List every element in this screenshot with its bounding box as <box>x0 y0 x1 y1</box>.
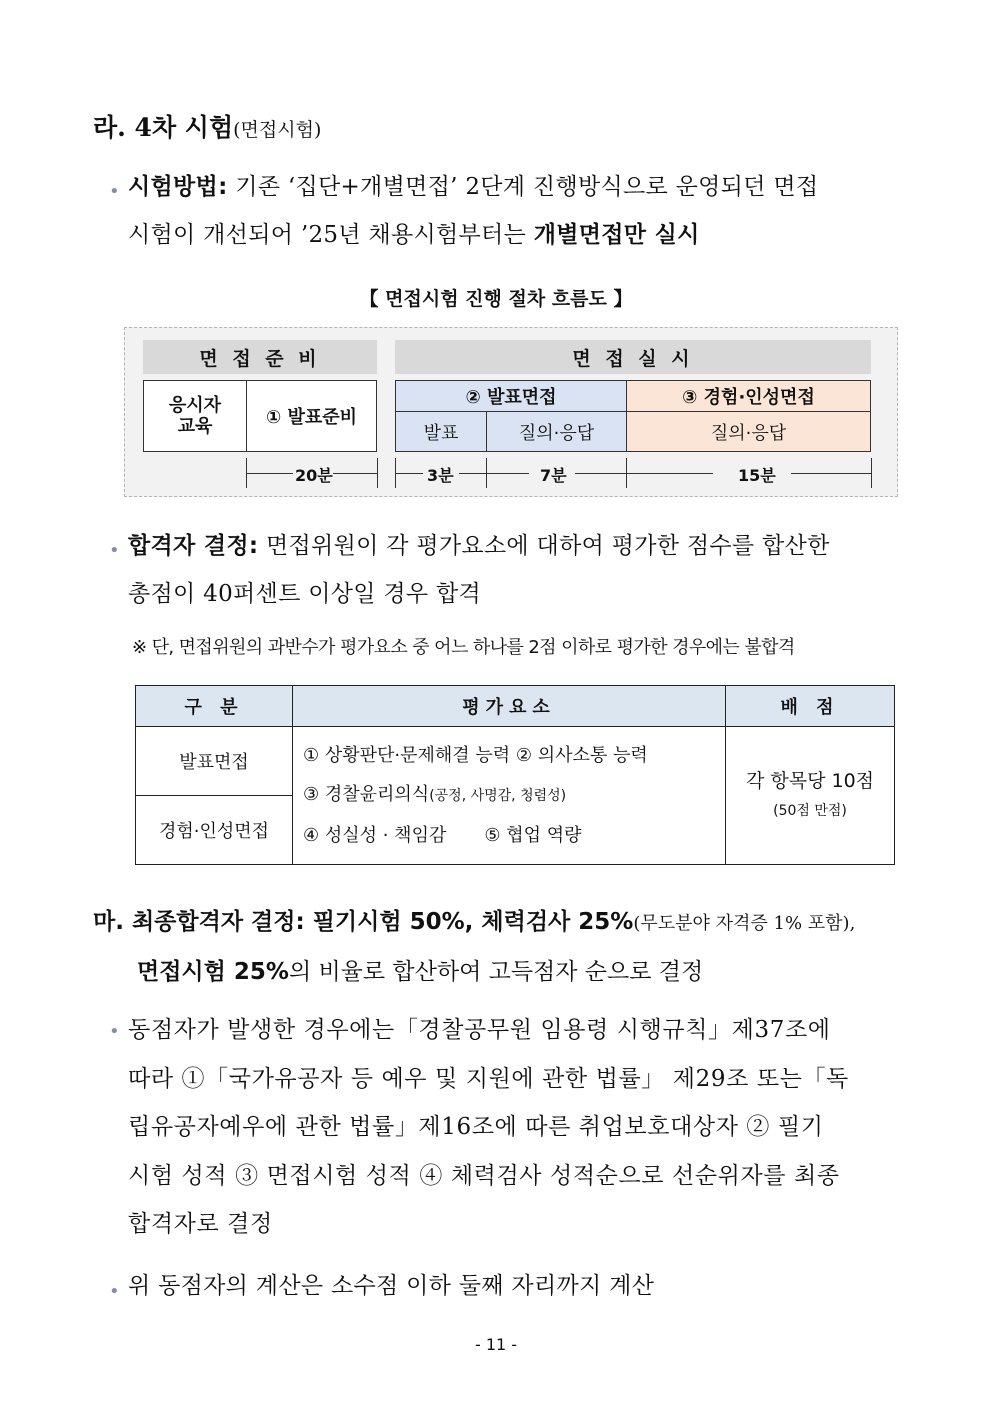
flow-caption: 【 면접시험 진행 절차 흐름도 】 <box>359 288 633 310</box>
score-text: 각 항목당 10점 <box>745 769 875 792</box>
timeline-tick <box>377 458 378 488</box>
col-header-score: 배 점 <box>726 686 895 727</box>
tie-paragraph <box>128 1006 908 1249</box>
section-title: 라. 4차 시험 <box>93 113 234 142</box>
score-subtext: (50점 만점) <box>773 802 847 819</box>
bullet-icon: • <box>109 181 120 202</box>
tie-line5: 합격자로 결정 <box>128 1211 273 1237</box>
tie-line1: 동점자가 발생한 경우에는「경찰공무원 임용령 시행규칙」제37조에 <box>128 1017 831 1043</box>
applicant-education-box <box>143 380 247 452</box>
time-3min: 3분 <box>427 466 454 485</box>
timeline-line <box>575 473 713 474</box>
method-paragraph <box>128 163 908 259</box>
method-line2: 시험이 개선되어 ’25년 채용시험부터는 <box>128 222 534 248</box>
calc-paragraph: 위 동점자의 계산은 소수점 이하 둘째 자리까지 계산 <box>128 1273 655 1299</box>
timeline-line <box>333 473 377 474</box>
page-number: - 11 - <box>474 1335 518 1354</box>
eval-element-ethics: ③ 경찰윤리의식 <box>303 784 430 805</box>
eval-element-ethics-sub: (공정, 사명감, 청렴성) <box>429 788 567 804</box>
pass-line1: 면접위원이 각 평가요소에 대하여 평가한 점수를 합산한 <box>258 533 830 559</box>
method-emphasis: 개별면접만 실시 <box>533 222 700 248</box>
col-header-category: 구 분 <box>136 686 293 727</box>
flow-chart <box>124 327 898 497</box>
edu-line1: 응시자 <box>168 395 222 416</box>
eval-element-line1: ① 상황판단·문제해결 능력 ② 의사소통 능력 <box>303 745 648 766</box>
qa-box-1: 질의·응답 <box>486 411 627 452</box>
time-20min: 20분 <box>295 466 333 485</box>
table-header-row <box>136 686 895 727</box>
edu-line2: 교육 <box>177 416 213 437</box>
tie-line2: 따라 ①「국가유공자 등 예우 및 지원에 관한 법률」 제29조 또는「독 <box>128 1065 849 1092</box>
bullet-icon: • <box>109 1021 120 1042</box>
section-subtitle: (면접시험) <box>233 119 322 141</box>
presentation-box: 발표 <box>395 411 487 452</box>
score-cell <box>726 727 895 865</box>
pass-label: 합격자 결정: <box>128 533 259 559</box>
table-row <box>136 727 895 796</box>
row-presentation-interview: 발표면접 <box>136 727 293 796</box>
tie-line4: 시험 성적 ③ 면접시험 성적 ④ 체력검사 성적순으로 선순위자를 최종 <box>128 1162 840 1189</box>
section-heading-ma <box>93 898 913 996</box>
final-pass-paren: (무도분야 자격증 1% 포함), <box>633 913 856 934</box>
eval-element-collaboration: ⑤ 협업 역량 <box>484 825 582 846</box>
method-line1: 기존 ‘집단+개별면접’ 2단계 진행방식으로 운영되던 면접 <box>227 174 819 200</box>
timeline-line <box>459 473 529 474</box>
experience-interview-box: ③ 경험·인성면접 <box>626 380 871 412</box>
tie-line3: 립유공자예우에 관한 법률」제16조에 따른 취업보호대상자 ② 필기 <box>128 1114 824 1140</box>
section-heading-ra <box>93 108 321 144</box>
final-pass-line2-emph: 면접시험 25% <box>137 959 289 985</box>
method-label: 시험방법: <box>128 174 228 200</box>
col-header-elements: 평가요소 <box>293 686 726 727</box>
evaluation-table <box>135 685 895 865</box>
final-pass-line2: 의 비율로 합산하여 고득점자 순으로 결정 <box>288 959 704 985</box>
exec-header: 면 접 실 시 <box>395 340 871 374</box>
timeline-line <box>791 473 871 474</box>
presentation-interview-box: ② 발표면접 <box>395 380 627 412</box>
pass-note: ※ 단, 면접위원의 과반수가 평가요소 중 어느 하나를 2점 이하로 평가한 경우에는 불합격 <box>132 637 795 658</box>
bullet-icon: • <box>109 1281 120 1302</box>
row-experience-interview: 경험·인성면접 <box>136 796 293 865</box>
eval-element-sincerity: ④ 성실성 · 책임감 <box>303 825 447 846</box>
prep-header: 면 접 준 비 <box>143 340 377 374</box>
timeline-line <box>395 473 423 474</box>
time-15min: 15분 <box>738 466 776 485</box>
timeline-tick <box>871 458 872 488</box>
bullet-icon: • <box>109 540 120 561</box>
presentation-prep-box: ① 발표준비 <box>246 380 377 452</box>
qa-box-2: 질의·응답 <box>626 411 871 452</box>
final-pass-label: 마. 최종합격자 결정: 필기시험 50%, 체력검사 25% <box>93 909 634 935</box>
time-7min: 7분 <box>540 466 567 485</box>
timeline-line <box>246 473 293 474</box>
pass-paragraph <box>128 522 908 618</box>
pass-line2: 총점이 40퍼센트 이상일 경우 합격 <box>128 581 482 607</box>
eval-elements-cell <box>293 727 726 865</box>
